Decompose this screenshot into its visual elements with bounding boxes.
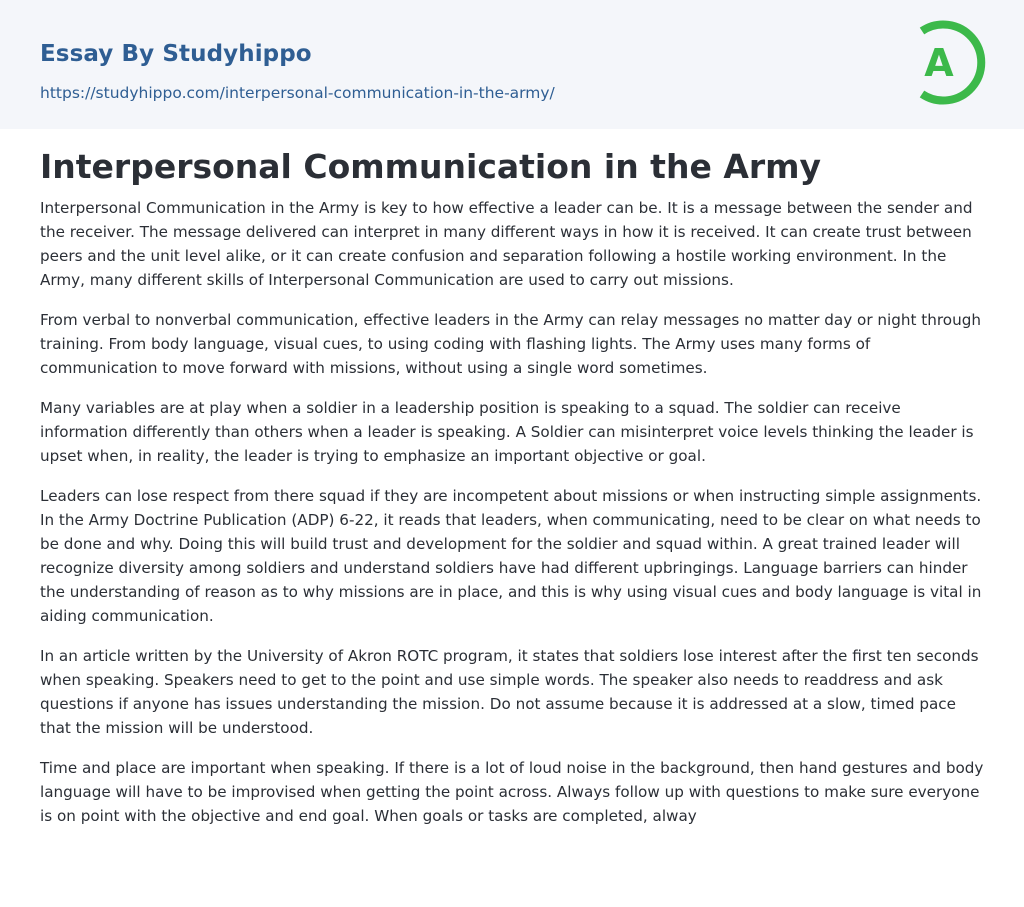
article-paragraph: Leaders can lose respect from there squad if they are incompetent about missions or when instructing simple assignments. In the Army Doctrine Publication (ADP) 6-22, it reads that leaders, when communicating, need to be clear on what needs to be done and why. Doing this will build trust and development for the soldier and squad within. A great trained leader will recognize diversity among soldiers and understand soldiers have had different upbringings. Language barriers can hinder the understanding of reason as to why missions are in place, and this is why using visual cues and body language is vital in aiding communication. [40,487,982,625]
article-body [40,146,985,844]
article-paragraph: Time and place are important when speaking. If there is a lot of loud noise in the background, then hand gestures and body language will have to be improvised when getting the point across. Always follow up with questions to make sure everyone is on point with the objective and end goal. When goals or tasks are completed, alway [40,759,984,825]
source-url-link[interactable]: https://studyhippo.com/interpersonal-communication-in-the-army/ [40,84,555,102]
site-header [0,0,1024,129]
article-paragraph: In an article written by the University of Akron ROTC program, it states that soldiers lose interest after the first ten seconds when speaking. Speakers need to get to the point and use simple words. The speaker also needs to readdress and ask questions if anyone has issues understanding the mission. Do not assume because it is addressed at a slow, timed pace that the mission will be understood. [40,647,979,737]
article-paragraph: Interpersonal Communication in the Army is key to how effective a leader can be. It is a message between the sender and the receiver. The message delivered can interpret in many different ways in how it is received. It can create trust between peers and the unit level alike, or it can create confusion and separation following a hostile working environment. In the Army, many different skills of Interpersonal Communication are used to carry out missions. [40,199,973,289]
article-title: Interpersonal Communication in the Army [40,147,822,186]
article-paragraph: Many variables are at play when a soldier in a leadership position is speaking to a squad. The soldier can receive information differently than others when a leader is speaking. A Soldier can misinterpret voice levels thinking the leader is upset when, in reality, the leader is trying to emphasize an important objective or goal. [40,399,974,465]
logo-letter: A [924,41,954,85]
brand-title[interactable]: Essay By Studyhippo [40,41,312,67]
studyhippo-logo-icon[interactable] [912,20,986,105]
article-paragraph: From verbal to nonverbal communication, effective leaders in the Army can relay messages no matter day or night through training. From body language, visual cues, to using coding with flashing lights. The Army uses many forms of communication to move forward with missions, without using a single word sometimes. [40,311,981,377]
